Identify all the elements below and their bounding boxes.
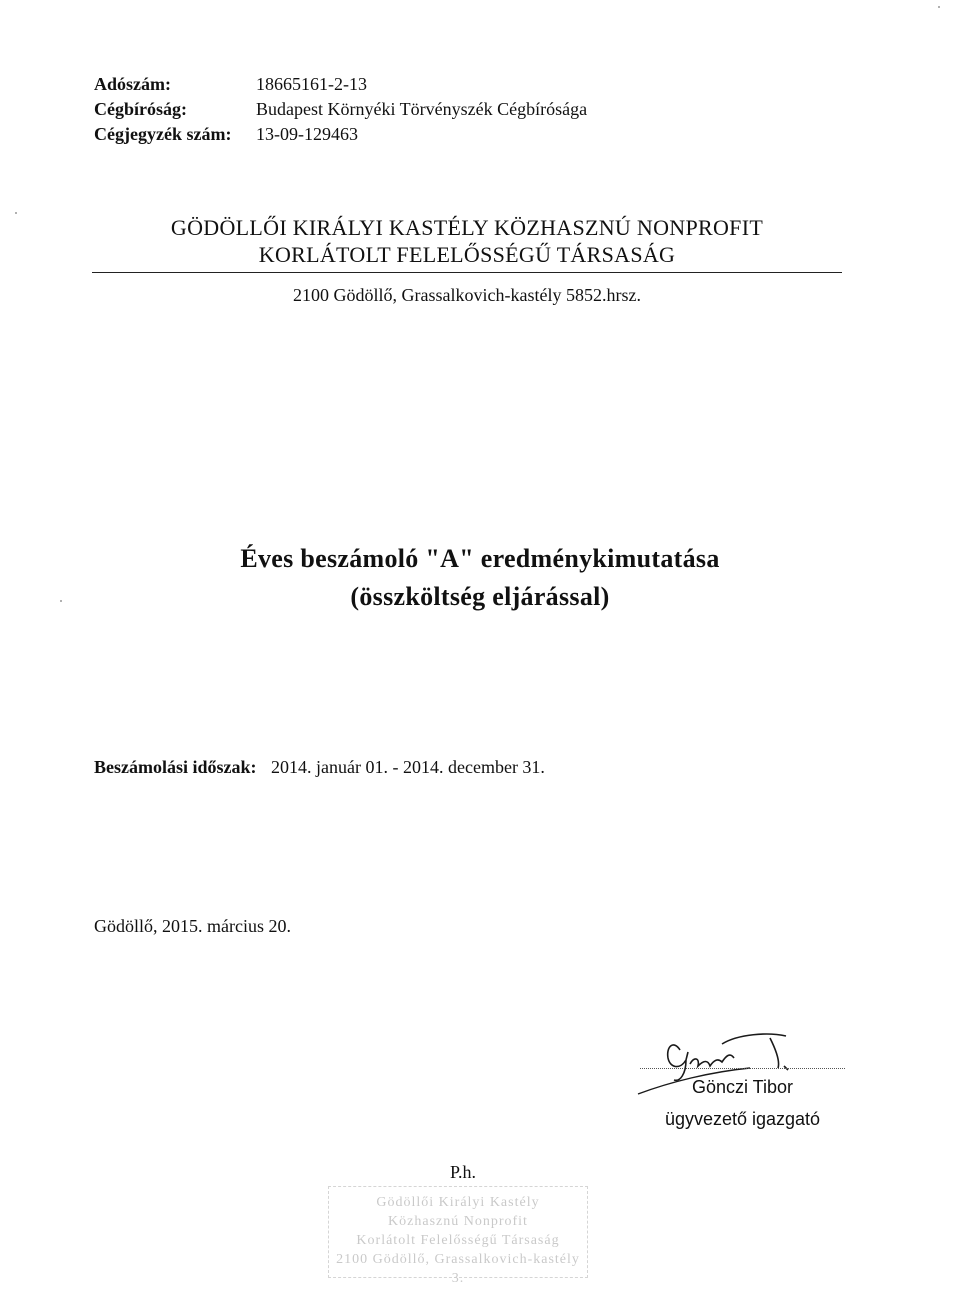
company-name-line1: GÖDÖLLŐI KIRÁLYI KASTÉLY KÖZHASZNÚ NONPROFIT <box>170 215 764 240</box>
reporting-period-label: Beszámolási időszak: <box>94 757 257 777</box>
scan-speck <box>938 6 940 8</box>
stamp-line1: Gödöllői Királyi Kastély <box>376 1195 540 1210</box>
reporting-period-value: 2014. január 01. - 2014. december 31. <box>271 757 545 777</box>
signer-name: Gönczi Tibor <box>691 1077 794 1097</box>
court-row <box>94 97 587 122</box>
tax-number-label: Adószám: <box>94 74 171 94</box>
stamp-line4: 2100 Gödöllő, Grassalkovich-kastély <box>336 1252 580 1267</box>
registration-value: 13-09-129463 <box>256 124 358 144</box>
company-stamp <box>328 1186 588 1286</box>
ph-seal-label: P.h. <box>450 1162 477 1182</box>
court-value: Budapest Környéki Törvényszék Cégbírósága <box>256 99 588 119</box>
stamp-line3: Korlátolt Felelősségű Társaság <box>356 1233 560 1248</box>
report-title-line2: (összköltség eljárással) <box>350 582 610 611</box>
stamp-line2: Közhasznú Nonprofit <box>388 1214 528 1229</box>
tax-number-row <box>94 72 587 97</box>
scan-speck <box>60 600 62 602</box>
signer-title: ügyvezető igazgató <box>664 1109 821 1129</box>
signature-line <box>640 1068 845 1069</box>
company-divider <box>92 272 842 273</box>
scan-speck <box>15 212 17 214</box>
company-name-line2: KORLÁTOLT FELELŐSSÉGŰ TÁRSASÁG <box>258 242 676 267</box>
company-address: 2100 Gödöllő, Grassalkovich-kastély 5852.hrsz. <box>293 285 641 305</box>
company-name <box>92 214 842 268</box>
place-and-date: Gödöllő, 2015. március 20. <box>94 916 291 936</box>
company-info-block <box>94 72 587 147</box>
report-title-line1: Éves beszámoló "A" eredménykimutatása <box>240 544 720 573</box>
reporting-period <box>94 755 545 779</box>
registration-label: Cégjegyzék szám: <box>94 124 232 144</box>
registration-row <box>94 122 587 147</box>
report-title <box>0 540 960 616</box>
court-label: Cégbíróság: <box>94 99 187 119</box>
tax-number-value: 18665161-2-13 <box>256 74 367 94</box>
stamp-line5: 3. <box>451 1271 465 1286</box>
